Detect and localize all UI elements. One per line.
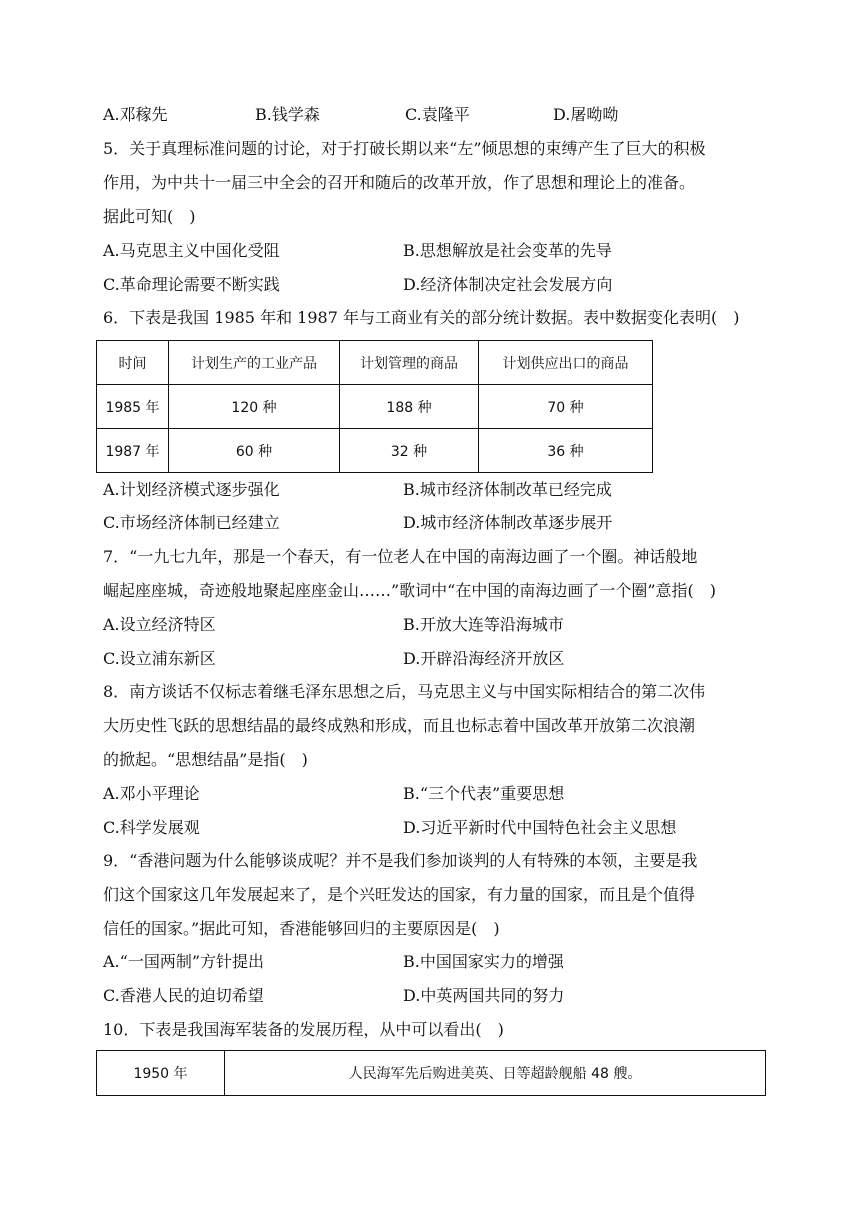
table-header-cell: 时间 [97,341,169,385]
q6-option-c: C.市场经济体制已经建立 [103,513,280,532]
q5-stem-line-2: 作用，为中共十一届三中全会的召开和随后的改革开放，作了思想和理论上的准备。 [103,173,696,192]
q7-option-b: B.开放大连等沿海城市 [403,615,564,634]
q8-option-a: A.邓小平理论 [103,784,200,803]
q7-stem-line-1: 7．“一九七九年，那是一个春天，有一位老人在中国的南海边画了一个圈。神话般地 [103,547,698,566]
q4-option-d: D.屠呦呦 [553,105,619,124]
q10-stem: 10．下表是我国海军装备的发展历程，从中可以看出( ) [103,1020,504,1039]
q6-option-d: D.城市经济体制改革逐步展开 [403,513,613,532]
table-cell: 人民海军先后购进美英、日等超龄舰船 48 艘。 [225,1051,766,1096]
q4-option-c: C.袁隆平 [405,105,470,124]
table-cell: 1987 年 [97,429,169,473]
table-cell: 36 种 [479,429,653,473]
q6-option-b: B.城市经济体制改革已经完成 [403,480,612,499]
q4-option-b: B.钱学森 [255,105,320,124]
q5-option-a: A.马克思主义中国化受阻 [103,241,280,260]
table-row [97,1051,766,1096]
q6-stem: 6．下表是我国 1985 年和 1987 年与工商业有关的部分统计数据。表中数据变化表明( ) [103,308,740,327]
q9-option-a: A.“一国两制”方针提出 [103,952,265,971]
q6-statistics-table [96,340,653,473]
q9-stem-line-2: 们这个国家这几年发展起来了，是个兴旺发达的国家，有力量的国家，而且是个值得 [103,885,696,904]
q8-option-d: D.习近平新时代中国特色社会主义思想 [403,818,677,837]
table-header-cell: 计划管理的商品 [340,341,479,385]
table-cell: 70 种 [479,385,653,429]
q8-stem-line-3: 的掀起。“思想结晶”是指( ) [103,750,308,769]
q8-option-c: C.科学发展观 [103,818,200,837]
q9-option-b: B.中国国家实力的增强 [403,952,564,971]
q9-stem-line-3: 信任的国家。”据此可知，香港能够回归的主要原因是( ) [103,919,500,938]
q5-option-c: C.革命理论需要不断实践 [103,275,280,294]
q6-option-a: A.计划经济模式逐步强化 [103,480,280,499]
table-cell: 60 种 [169,429,340,473]
q8-stem-line-1: 8．南方谈话不仅标志着继毛泽东思想之后，马克思主义与中国实际相结合的第二次伟 [103,682,706,701]
q7-option-a: A.设立经济特区 [103,615,216,634]
q5-stem-line-1: 5．关于真理标准问题的讨论，对于打破长期以来“左”倾思想的束缚产生了巨大的积极 [103,139,706,158]
table-cell: 120 种 [169,385,340,429]
table-header-row [97,341,653,385]
q7-option-d: D.开辟沿海经济开放区 [403,649,565,668]
q8-stem-line-2: 大历史性飞跃的思想结晶的最终成熟和形成，而且也标志着中国改革开放第二次浪潮 [103,716,696,735]
q5-option-d: D.经济体制决定社会发展方向 [403,275,613,294]
table-row [97,385,653,429]
table-header-cell: 计划供应出口的商品 [479,341,653,385]
q9-stem-line-1: 9．“香港问题为什么能够谈成呢？并不是我们参加谈判的人有特殊的本领，主要是我 [103,851,698,870]
table-header-cell: 计划生产的工业产品 [169,341,340,385]
q5-stem-line-3: 据此可知( ) [103,207,196,226]
q7-stem-line-2: 崛起座座城，奇迹般地聚起座座金山……”歌词中“在中国的南海边画了一个圈”意指( ) [103,581,717,600]
q10-navy-table [96,1050,766,1096]
table-row [97,429,653,473]
q9-option-c: C.香港人民的迫切希望 [103,986,264,1005]
q8-option-b: B.“三个代表”重要思想 [403,784,565,803]
q7-option-c: C.设立浦东新区 [103,649,216,668]
q9-option-d: D.中英两国共同的努力 [403,986,565,1005]
q4-option-a: A.邓稼先 [103,105,168,124]
table-cell: 32 种 [340,429,479,473]
table-cell: 1950 年 [97,1051,225,1096]
table-cell: 188 种 [340,385,479,429]
q5-option-b: B.思想解放是社会变革的先导 [403,241,612,260]
table-cell: 1985 年 [97,385,169,429]
